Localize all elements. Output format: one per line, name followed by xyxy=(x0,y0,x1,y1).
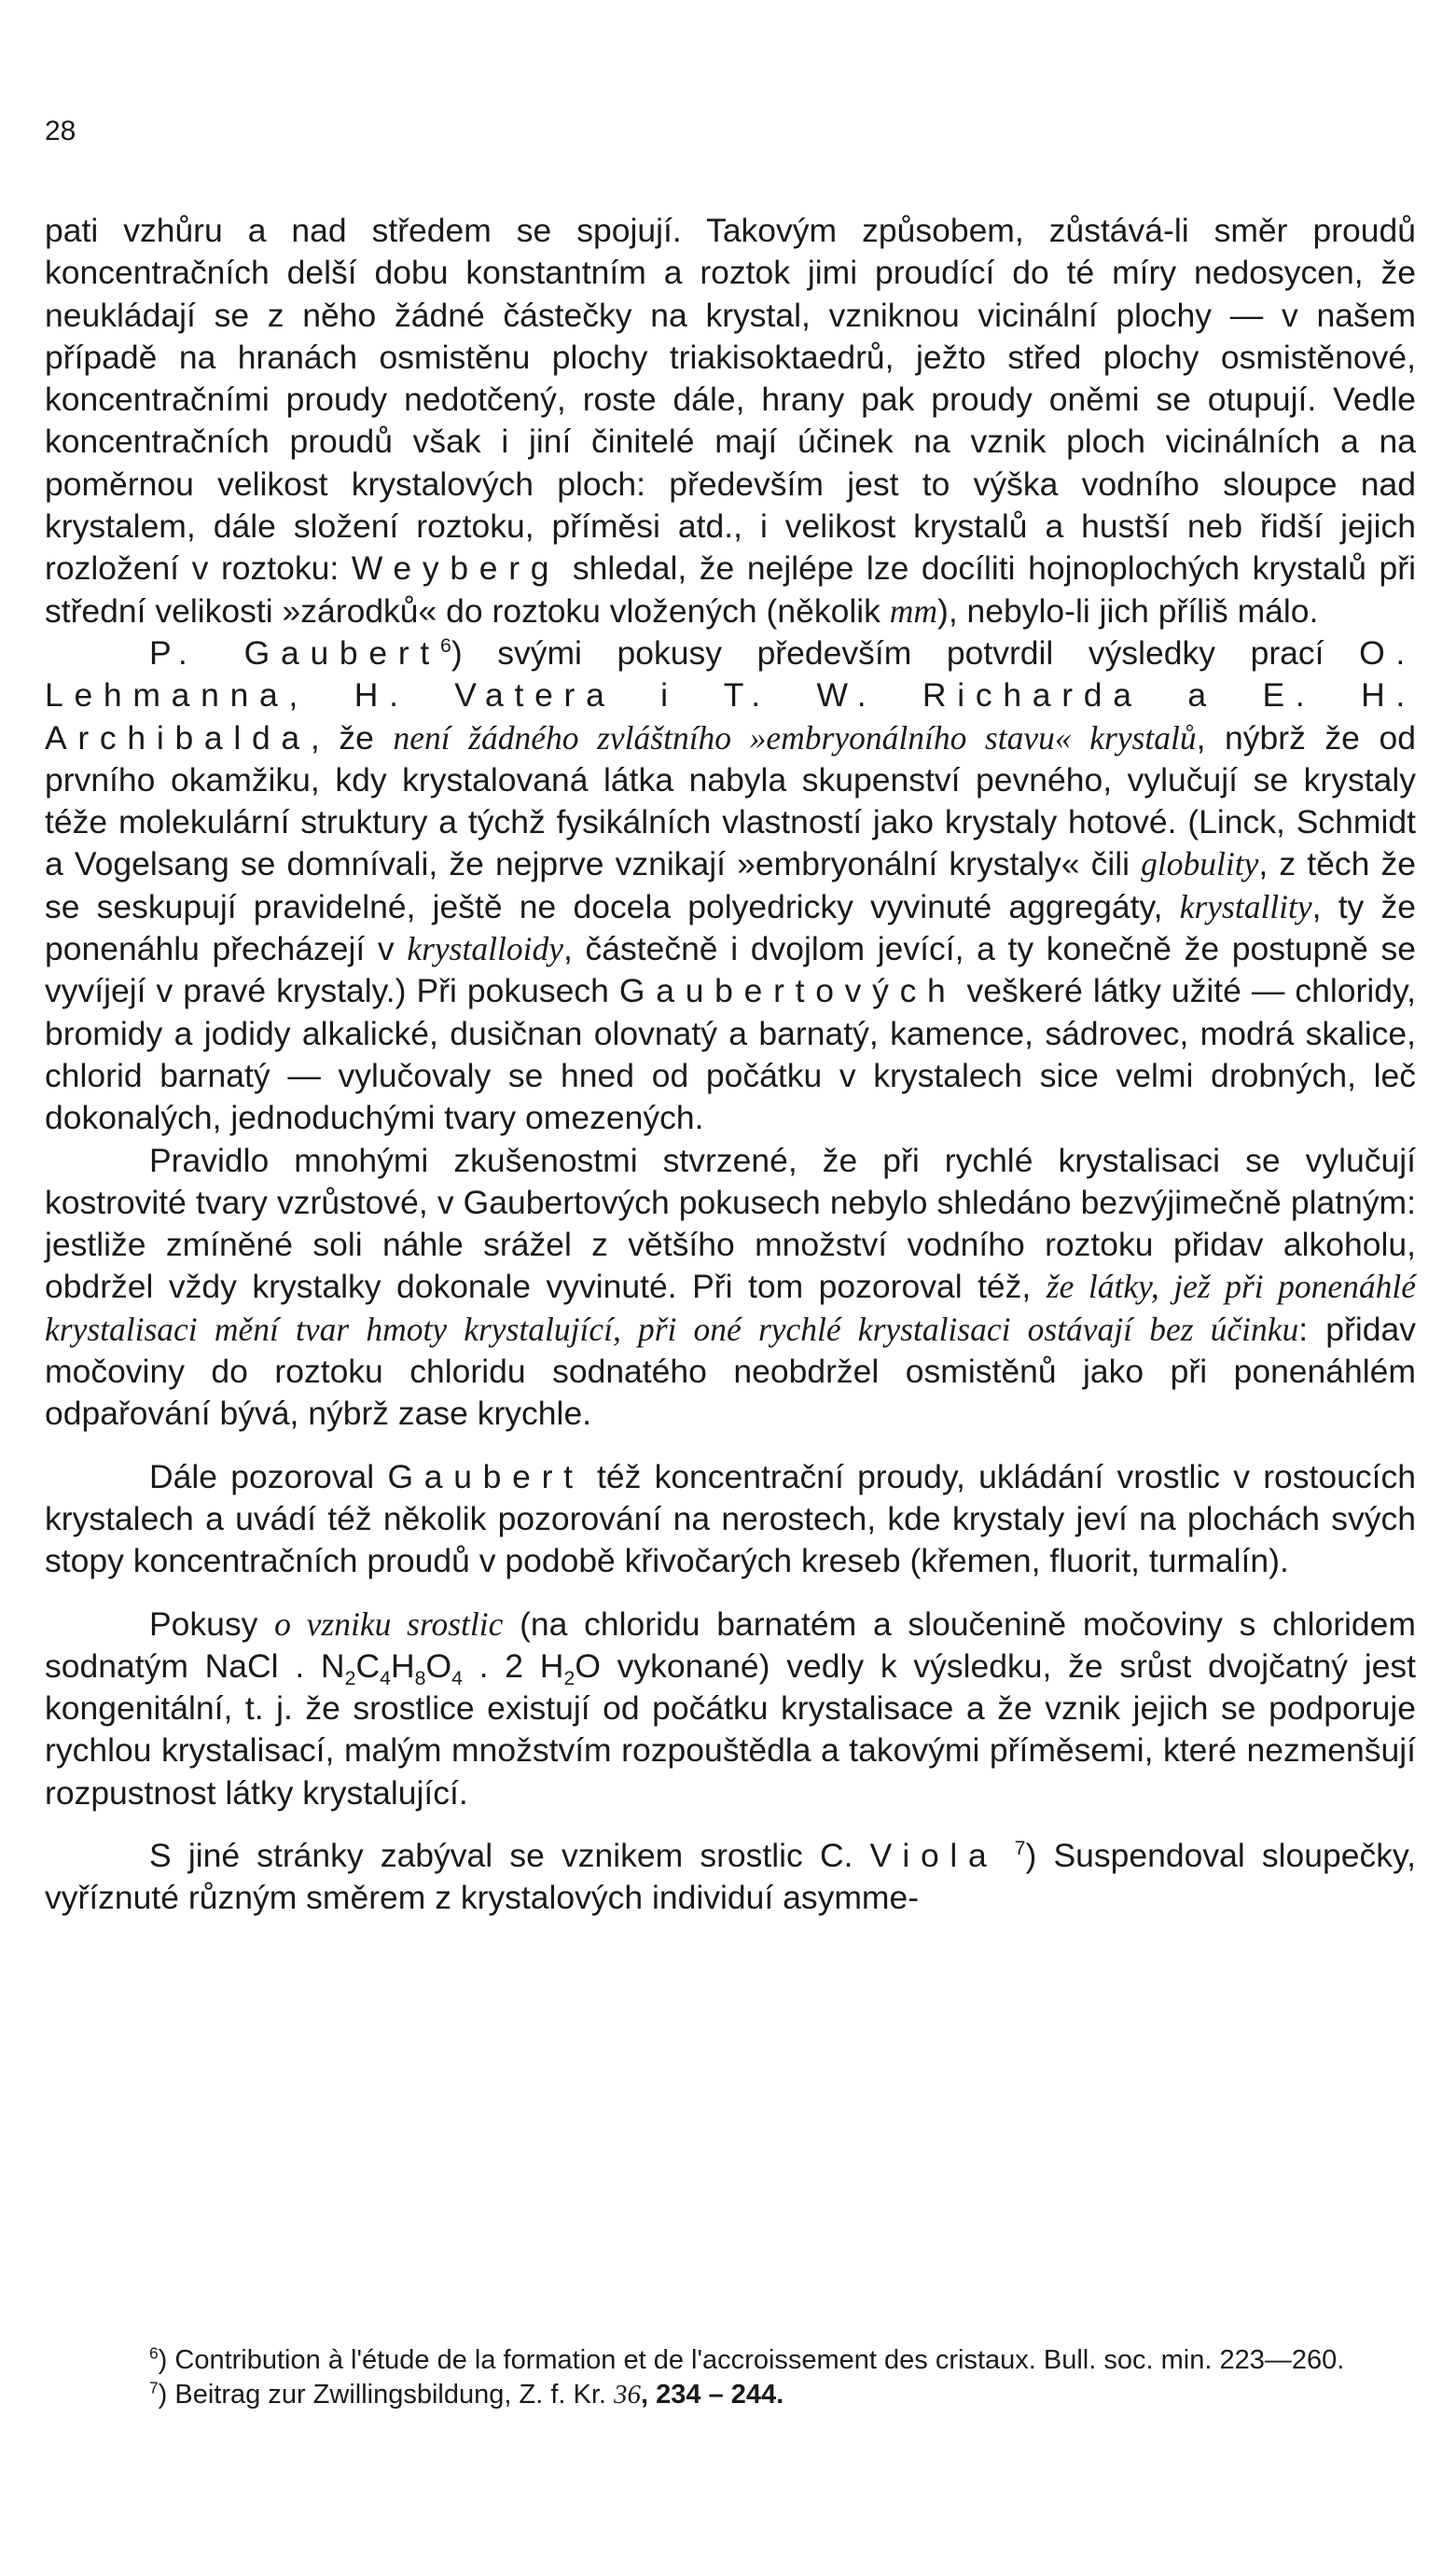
body-text xyxy=(45,210,1416,1920)
paragraph-5: Pokusy o vzniku srostlic (na chloridu barnatém a sloučenině močoviny s chloridem sodnatým NaCl . $N_2C_4H_8O_4$ . 2 $H_2O$ vykonané) vedly k výsledku, že srůst dvojčatný jest kongenitální, t. j. že srostlice existují od počátku krystalisace a že vznik jejich se podporuje rychlou krystalisací, malým množstvím rozpouštědla a takovými příměsemi, které nezmenšují rozpustnost látky krystalující. xyxy=(45,1605,1416,1812)
footnote-ref-6: 6 xyxy=(439,634,451,658)
author-weyberg: Weyberg xyxy=(351,549,561,588)
footnotes xyxy=(45,2343,1416,2412)
footnote-ref-7: 7 xyxy=(1014,1837,1026,1860)
author-names: O. Lehmanna, H. Vatera i T. W. Richarda a E. H. Archibalda xyxy=(45,633,1416,757)
page-number: 28 xyxy=(45,116,76,146)
author-gaubert: P. Gaubert xyxy=(149,633,440,672)
paragraph-4: Dále pozoroval Gaubert též koncentrační proudy, ukládání vrostlic v rostoucích krystalech a uvádí též několik pozorování na nerostech, kde krystaly jeví na plochách svých stopy koncentračních proudů v podobě křivočarých kreseb (křemen, fluorit, turmalín). xyxy=(45,1457,1416,1580)
paragraph-1: pati vzhůru a nad středem se spojují. Takovým způsobem, zůstává-li směr proudů koncentračních delší dobu konstantním a roztok jimi proudící do té míry nedosycen, že neukládají se z něho žádné částečky na krystal, vzniknou vicinální plochy — v našem případě na hranách osmistěnu plochy triakisoktaedrů, ježto střed plochy osmistěnové, koncentračními proudy nedotčený, roste dále, hrany pak proudy oněmi se otupují. Vedle koncentračních proudů však i jiní činitelé mají účinek na vznik ploch vicinálních a na poměrnou velikost krystalových ploch: především jest to výška vodního sloupce nad krystalem, dále složení roztoku, příměsi atd., i velikost krystalů a hustší neb řidší jejich rozložení v roztoku: Weyberg shledal, že nejlépe lze docíliti hojnoplochých krystalů při střední velikosti »zárodků« do roztoku vložených (několik mm), nebylo-li jich příliš málo. xyxy=(45,212,1416,630)
footnote-6: $^6$) Contribution à l'étude de la formation et de l'accroissement des cristaux. Bull. soc. min. 223—260. xyxy=(149,2343,1345,2375)
paragraph-2: P. Gaubert$^6$) svými pokusy především potvrdil výsledky prací O. Lehmanna, H. Vatera i T. W. Richarda a E. H. Archibalda, že není žádného zvláštního »embryonálního stavu« krystalů, nýbrž že od prvního okamžiku, kdy krystalovaná látka nabyla skupenství pevného, vylučují se krystaly téže molekulární struktury a týchž fysikálních vlastností jako krystaly hotové. (Linck, Schmidt a Vogelsang se domnívali, že nejprve vznikají »embryonální krystaly« čili globulity, z těch že se seskupují pravidelné, ještě ne docela polyedricky vyvinuté aggregáty, krystallity, ty že ponenáhlu přecházejí v krystalloidy, částečně i dvojlom jevící, a ty konečně že postupně se vyvíjejí v pravé krystaly.) Při pokusech Gaubertových veškeré látky užité — chloridy, bromidy a jodidy alkalické, dusičnan olovnatý a barnatý, kamence, sádrovec, modrá skalice, chlorid barnatý — vylučovaly se hned od počátku v krystalech sice velmi drobných, leč dokonalých, jednoduchými tvary omezených. xyxy=(45,633,1417,1137)
footnote-7: $^7$) Beitrag zur Zwillingsbildung, Z. f. Kr. 36, 234 – 244. xyxy=(149,2378,784,2410)
paragraph-6: S jiné stránky zabýval se vznikem srostlic C. Viola $^7$) Suspendoval sloupečky, vyříznuté různým směrem z krystalových individuí asymme- xyxy=(45,1836,1416,1917)
paragraph-3: Pravidlo mnohými zkušenostmi stvrzené, že při rychlé krystalisaci se vylučují kostrovité tvary vzrůstové, v Gaubertových pokusech nebylo shledáno bezvýjimečně platným: jestliže zmíněné soli náhle srážel z většího množství vodního roztoku přidav alkoholu, obdržel vždy krystalky dokonale vyvinuté. Při tom pozoroval též, že látky, jež při ponenáhlé krystalisaci mění tvar hmoty krystalující, při oné rychlé krystalisaci ostávají bez účinku: přidav močoviny do roztoku chloridu sodnatého neobdržel osmistěnů jako při ponenáhlém odpařování bývá, nýbrž zase krychle. xyxy=(45,1141,1417,1433)
author-viola: Viola xyxy=(869,1836,998,1874)
